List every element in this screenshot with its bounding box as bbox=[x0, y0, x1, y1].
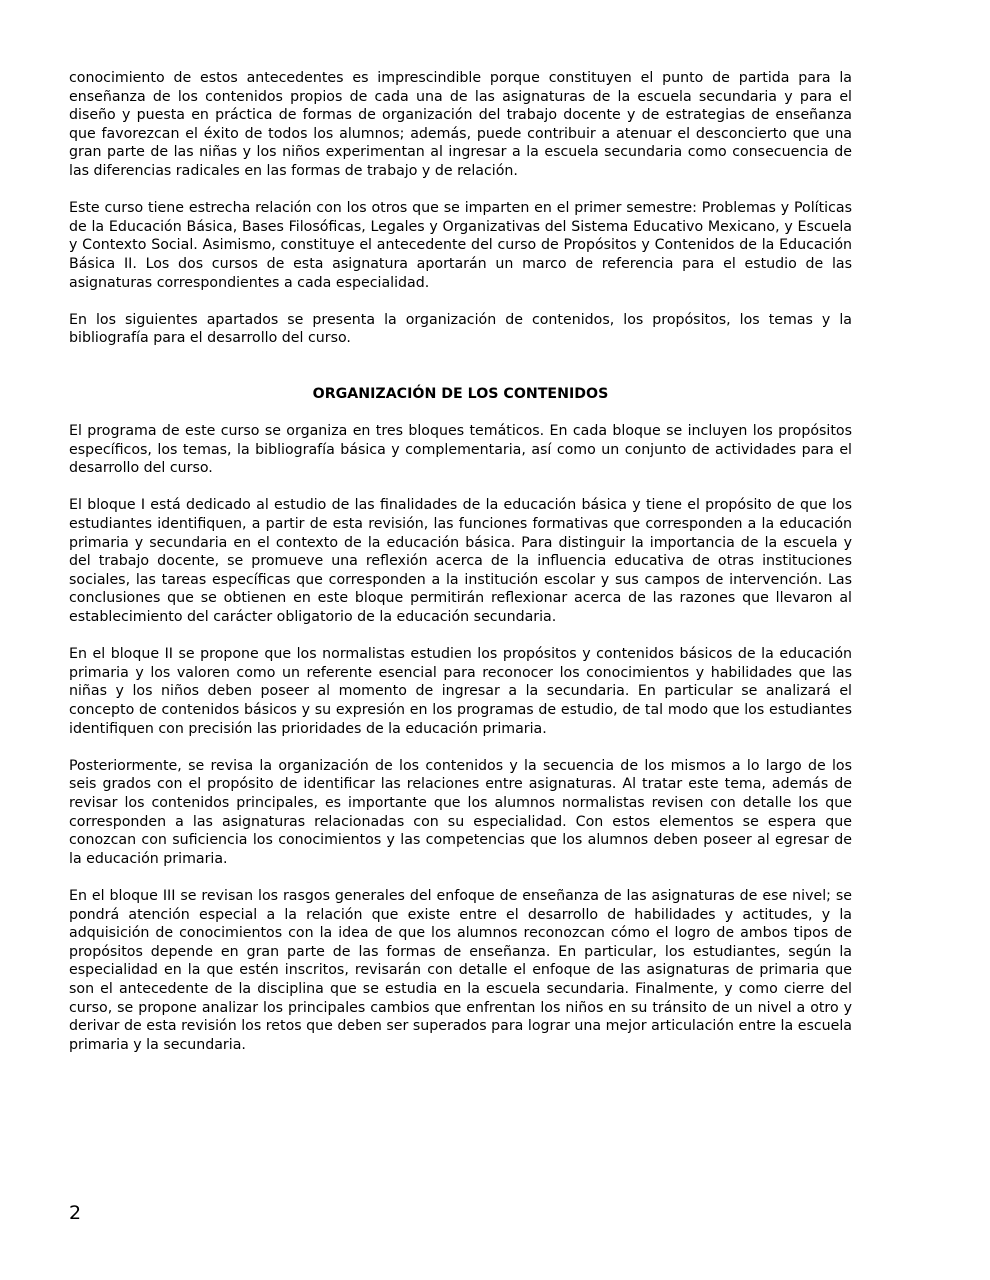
paragraph-posteriormente: Posteriormente, se revisa la organización de los contenidos y la secuencia de los mismos a lo largo de los seis grados con el propósito de identificar las relaciones entre asignaturas. Al tratar este tema, además de revisar los contenidos principales, es importante que los alumnos normalistas revisen con detalle los que corresponden a las asignaturas relacionadas con su especialidad. Con estos elementos se espera que conozcan con suficiencia los conocimientos y las competencias que los alumnos deben poseer al egresar de la educación primaria. bbox=[69, 757, 852, 867]
page-number: 2 bbox=[69, 1202, 82, 1224]
paragraph-bloque-1: El bloque I está dedicado al estudio de las finalidades de la educación básica y tiene el propósito de que los estudiantes identifiquen, a partir de esta revisión, las funciones formativas que corresponden a la educación primaria y secundaria en el contexto de la educación básica. Para distinguir la importancia de la escuela y del trabajo docente, se promueve una reflexión acerca de la influencia educativa de otras instituciones sociales, las tareas específicas que corresponden a la institución escolar y sus campos de intervención. Las conclusiones que se obtienen en este bloque permitirán reflexionar acerca de las razones que llevaron al establecimiento del carácter obligatorio de la educación secundaria. bbox=[69, 497, 852, 626]
paragraph-bloque-3: En el bloque III se revisan los rasgos generales del enfoque de enseñanza de las asignaturas de ese nivel; se pondrá atención especial a la relación que existe entre el desarrollo de habilidades y actitudes, y la adquisición de conocimientos con la idea de que los alumnos reconozcan cómo el logro de ambos tipos de propósitos depende en gran parte de las formas de enseñanza. En particular, los estudiantes, según la especialidad en la que estén inscritos, revisarán con detalle el enfoque de las asignaturas de primaria que son el antecedente de la disciplina que se estudia en la escuela secundaria. Finalmente, y como cierre del curso, se propone analizar los principales cambios que enfrentan los niños en su tránsito de un nivel a otro y derivar de esta revisión los retos que deben ser superados para lograr una mejor articulación entre la escuela primaria y la secundaria. bbox=[69, 887, 852, 1053]
document-page bbox=[69, 69, 852, 1054]
paragraph-apartados: En los siguientes apartados se presenta la organización de contenidos, los propósitos, los temas y la bibliografía para el desarrollo del curso. bbox=[69, 311, 852, 347]
paragraph-programa: El programa de este curso se organiza en tres bloques temáticos. En cada bloque se incluyen los propósitos específicos, los temas, la bibliografía básica y complementaria, así como un conjunto de actividades para el desarrollo del curso. bbox=[69, 423, 852, 477]
paragraph-bloque-2: En el bloque II se propone que los normalistas estudien los propósitos y contenidos básicos de la educación primaria y los valoren como un referente esencial para reconocer los conocimientos y habilidades que las niñas y los niños deben poseer al momento de ingresar a la secundaria. En particular se analizará el concepto de contenidos básicos y su expresión en los programas de estudio, de tal modo que los estudiantes identifiquen con precisión las prioridades de la educación primaria. bbox=[69, 646, 852, 737]
paragraph-relacion-cursos: Este curso tiene estrecha relación con los otros que se imparten en el primer semestre: Problemas y Políticas de la Educación Básica, Bases Filosóficas, Legales y Organizativas del Sistema Educativo Mexicano, y Escuela y Contexto Social. Asimismo, constituye el antecedente del curso de Propósitos y Contenidos de la Educación Básica II. Los dos cursos de esta asignatura aportarán un marco de referencia para el estudio de las asignaturas correspondientes a cada especialidad. bbox=[69, 200, 852, 291]
paragraph-antecedentes: conocimiento de estos antecedentes es imprescindible porque constituyen el punto de partida para la enseñanza de los contenidos propios de cada una de las asignaturas de la escuela secundaria y para el diseño y puesta en práctica de formas de organización del trabajo docente y de estrategias de enseñanza que favorezcan el éxito de todos los alumnos; además, puede contribuir a atenuar el desconcierto que una gran parte de las niñas y los niños experimentan al ingresar a la escuela secundaria como consecuencia de las diferencias radicales en las formas de trabajo y de relación. bbox=[69, 70, 852, 179]
section-heading: ORGANIZACIÓN DE LOS CONTENIDOS bbox=[312, 385, 609, 402]
